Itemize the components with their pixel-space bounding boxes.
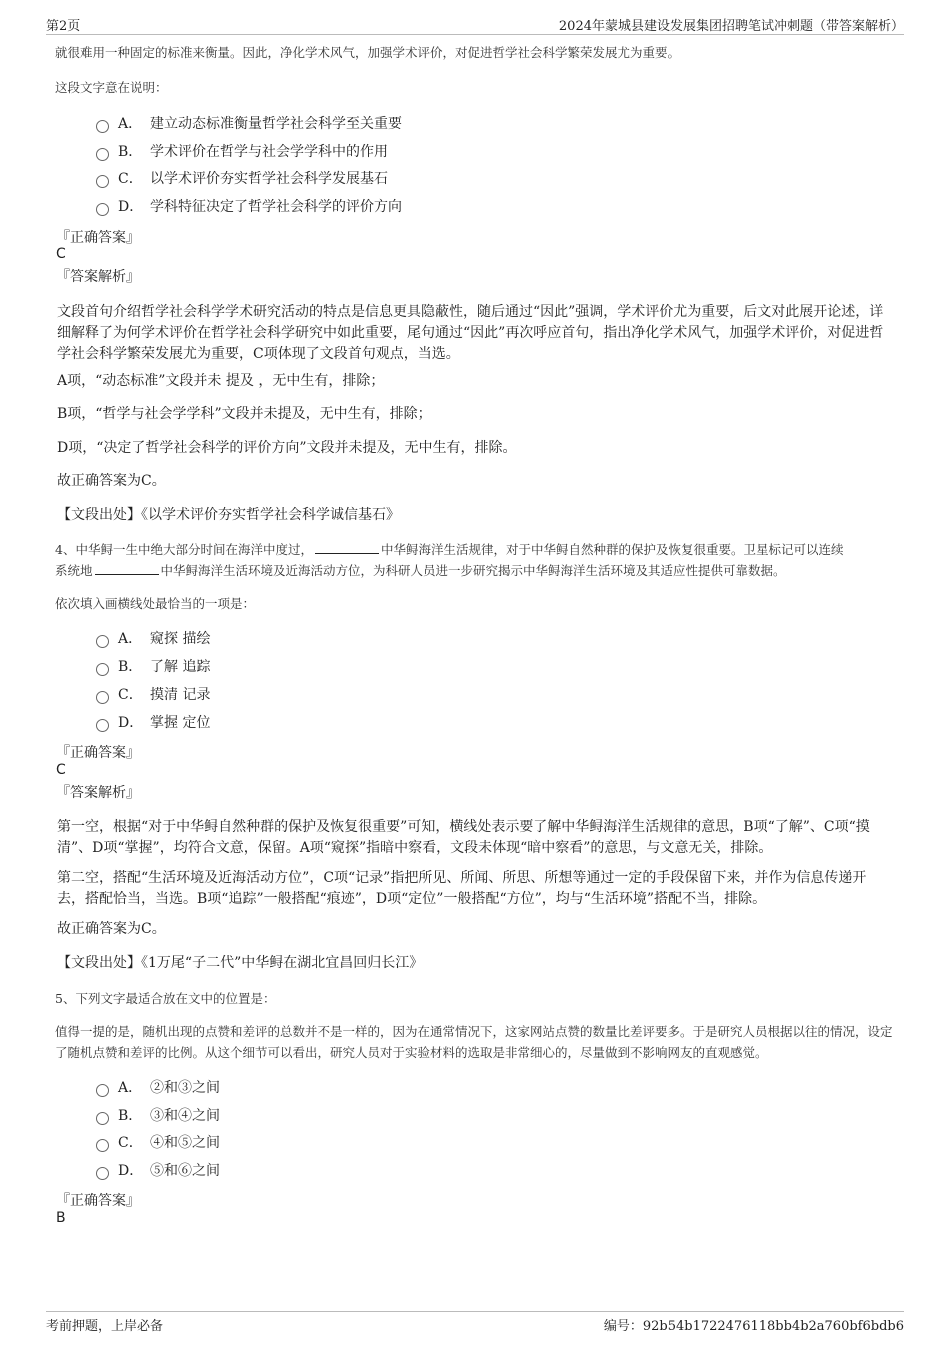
blank-1 — [315, 539, 379, 554]
radio-icon[interactable] — [96, 1084, 109, 1097]
radio-icon[interactable] — [96, 663, 109, 676]
q5-answer: B — [56, 1210, 66, 1226]
q3-passage-tail: 就很难用一种固定的标准来衡量。因此，净化学术风气，加强学术评价，对促进哲学社会科学繁荣发展尤为重要。 — [55, 45, 681, 60]
q3-prompt: 这段文字意在说明： — [55, 80, 168, 95]
page-number: 第2页 — [46, 19, 81, 34]
radio-icon[interactable] — [96, 719, 109, 732]
q5-option-c[interactable]: C． ④和⑤之间 — [96, 1132, 220, 1154]
q4-option-c[interactable]: C． 摸清 记录 — [96, 684, 210, 706]
radio-icon[interactable] — [96, 1139, 109, 1152]
q3-answer: C — [56, 246, 66, 262]
blank-2 — [95, 560, 159, 575]
q5-answer-label: 『正确答案』 — [56, 1193, 140, 1209]
q3-analysis-5: 故正确答案为C。 — [57, 473, 166, 489]
radio-icon[interactable] — [96, 1112, 109, 1125]
page-header — [46, 14, 904, 35]
radio-icon[interactable] — [96, 691, 109, 704]
q3-option-a[interactable]: A． 建立动态标准衡量哲学社会科学至关重要 — [96, 113, 402, 135]
q4-prompt: 依次填入画横线处最恰当的一项是： — [55, 596, 256, 611]
q4-analysis-2: 第二空，搭配“生活环境及近海活动方位”，C项“记录”指把所见、所闻、所思、所想等通过一定的手段保留下来，并作为信息传递开去，搭配恰当，当选。B项“追踪”一般搭配“痕迹”，D项“定位”一般搭配“方位”，均与“生活环境”搭配不当，排除。 — [57, 870, 867, 907]
q4-stem: 4、中华鲟一生中绝大部分时间在海洋中度过， 中华鲟海洋生活规律，对于中华鲟自然种群的保护及恢复很重要。卫星标记可以连续 系统地 中华鲟海洋生活环境及近海活动方位，为科研人员进一步研究揭示中华鲟海洋生活环境及其适应性提供可靠数据。 — [55, 539, 895, 581]
q3-analysis-4: D项，“决定了哲学社会科学的评价方向”文段并未提及，无中生有，排除。 — [57, 440, 517, 456]
radio-icon[interactable] — [96, 120, 109, 133]
q4-analysis-label: 『答案解析』 — [56, 785, 140, 801]
q3-analysis-3: B项，“哲学与社会学学科”文段并未提及，无中生有，排除； — [57, 406, 432, 422]
q4-option-b[interactable]: B． 了解 追踪 — [96, 656, 210, 678]
q4-answer-label: 『正确答案』 — [56, 745, 140, 761]
q3-option-c[interactable]: C． 以学术评价夯实哲学社会科学发展基石 — [96, 168, 388, 190]
q5-passage: 值得一提的是，随机出现的点赞和差评的总数并不是一样的，因为在通常情况下，这家网站点赞的数量比差评要多。于是研究人员根据以往的情况，设定了随机点赞和差评的比例。从这个细节可以看出，研究人员对于实验材料的选取是非常细心的，尽量做到不影响网友的直观感觉。 — [55, 1024, 893, 1060]
radio-icon[interactable] — [96, 203, 109, 216]
radio-icon[interactable] — [96, 148, 109, 161]
q3-source: 【文段出处】《以学术评价夯实哲学社会科学诚信基石》 — [57, 507, 400, 523]
q4-answer: C — [56, 762, 66, 778]
document-title: 2024年蒙城县建设发展集团招聘笔试冲刺题（带答案解析） — [558, 19, 904, 34]
q3-option-d[interactable]: D． 学科特征决定了哲学社会科学的评价方向 — [96, 196, 402, 218]
q4-analysis-3: 故正确答案为C。 — [57, 921, 166, 937]
page-footer — [46, 1311, 904, 1334]
q5-option-a[interactable]: A． ②和③之间 — [96, 1077, 220, 1099]
q4-analysis-1: 第一空，根据“对于中华鲟自然种群的保护及恢复很重要”可知，横线处表示要了解中华鲟海洋生活规律的意思，B项“了解”、C项“摸清”、D项“掌握”，均符合文意，保留。A项“窥探”指暗中察看，文段未体现“暗中察看”的意思，与文意无关，排除。 — [57, 819, 870, 856]
q5-stem: 5、下列文字最适合放在文中的位置是： — [55, 991, 276, 1006]
q4-option-a[interactable]: A． 窥探 描绘 — [96, 628, 210, 650]
q3-answer-label: 『正确答案』 — [56, 230, 140, 246]
q4-option-d[interactable]: D． 掌握 定位 — [96, 712, 210, 734]
q3-analysis-2: A项，“动态标准”文段并未 提及 ，无中生有，排除； — [57, 373, 385, 389]
q4-source: 【文段出处】《1万尾“子二代”中华鲟在湖北宜昌回归长江》 — [57, 955, 424, 971]
q3-analysis-label: 『答案解析』 — [56, 269, 140, 285]
q3-option-b[interactable]: B． 学术评价在哲学与社会学学科中的作用 — [96, 141, 388, 163]
radio-icon[interactable] — [96, 635, 109, 648]
footer-slogan: 考前押题，上岸必备 — [46, 1319, 164, 1334]
q5-option-b[interactable]: B． ③和④之间 — [96, 1105, 220, 1127]
document-code: 编号：92b54b1722476118bb4b2a760bf6bdb6 — [603, 1319, 904, 1334]
q5-option-d[interactable]: D． ⑤和⑥之间 — [96, 1160, 220, 1182]
radio-icon[interactable] — [96, 175, 109, 188]
q3-analysis-1: 文段首句介绍哲学社会科学学术研究活动的特点是信息更具隐蔽性，随后通过“因此”强调，学术评价尤为重要，后文对此展开论述，详细解释了为何学术评价在哲学社会科学研究中如此重要，尾句通过“因此”再次呼应首句，指出净化学术风气，加强学术评价，对促进哲学社会科学繁荣发展尤为重要，C项体现了文段首句观点，当选。 — [57, 304, 884, 362]
radio-icon[interactable] — [96, 1167, 109, 1180]
